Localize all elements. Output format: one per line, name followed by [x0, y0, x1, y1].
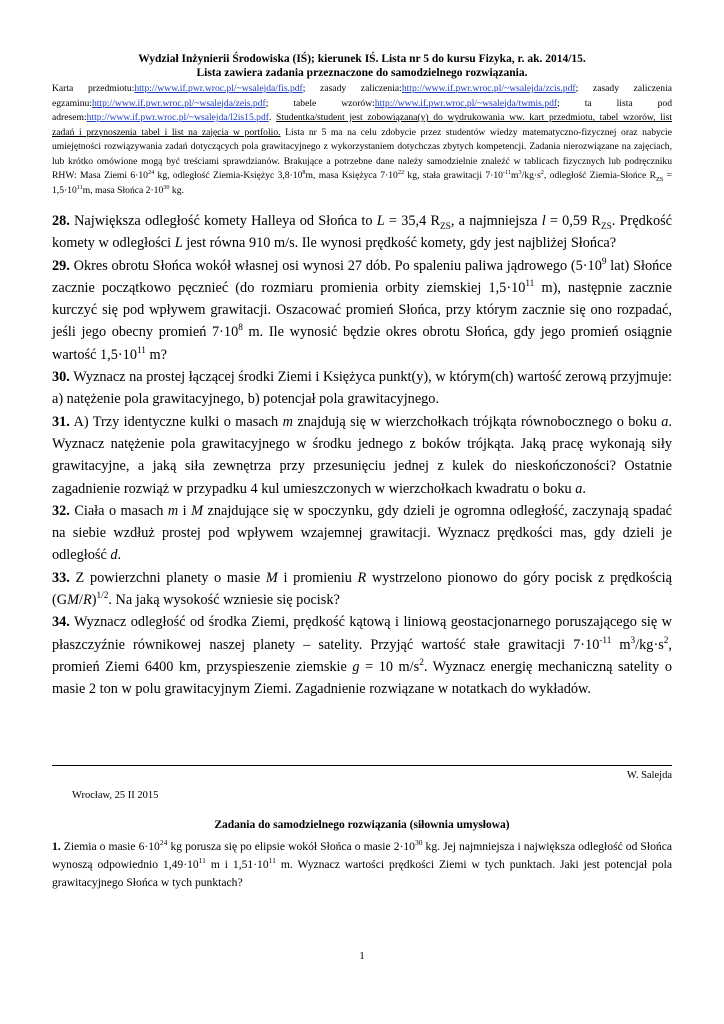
section-title: Zadania do samodzielnego rozwiązania (siłownia umysłowa) [214, 819, 510, 831]
task-30: 30. Wyznacz na prostej łączącej środki Ziemi i Księżyca punkt(y), w którym(ch) wartość zerową przyjmuje: a) natężenie pola grawitacyjnego, b) potencjał pola grawitacyjnego. [52, 369, 672, 408]
link-tabele-wzorow[interactable]: http://www.if.pwr.wroc.pl/~wsalejda/twmis.pdf [374, 97, 558, 109]
header-line-2: Lista zawiera zadania przeznaczone do samodzielnego rozwiązania. [196, 67, 528, 79]
date-place: Wrocław, 25 II 2015 [72, 790, 159, 801]
author-signature: W. Salejda [626, 770, 672, 781]
link-lista[interactable]: http://www.if.pwr.wroc.pl/~wsalejda/l2is15.pdf [86, 112, 269, 123]
separator-line [52, 765, 672, 766]
task-29: 29. Okres obrotu Słońca wokół własnej osi wynosi 27 dób. Po spaleniu paliwa jądrowego ($5\cdot 10^9$ lat) Słońce zacznie początkowo pęcznieć (do rozmiaru promienia orbity ziemskiej $1,5\cdot 10^{11}$ m), następnie zacznie kurczyć się pod wpływem grawitacji. Oszacować promień Słońca, przy którym zacznie się ono rozpadać, jeśli jego obecny promień $7\cdot 10^8$ m. Ile wynosić będzie okres obrotu Słońca, gdy jego promień osiągnie wartość $1,5\cdot 10^{11}$ m? [52, 256, 673, 363]
link-zasady-zaliczenia[interactable]: http://www.if.pwr.wroc.pl/~wsalejda/zcis.pdf [401, 83, 576, 94]
task-33: 33. Z powierzchni planety o masie M i promieniu R wystrzelono pionowo do góry pocisk z prędkością $(GM/R)^{1/2}$. Na jaką wysokość wzniesie się pocisk? [52, 569, 672, 609]
extra-task-1: 1. Ziemia o masie $6\cdot 10^{24}$ kg porusza się po elipsie wokół Słońca o masie $2\cdot 10^{30}$ kg. Jej najmniejsza i największa odległość od Słońca wynoszą odpowiednio $1,49\cdot 10^{11}$ m i $1,51\cdot 10^{11}$ m. Wyznacz wartości prędkości Ziemi w tych punktach. Jaki jest potencjał pola grawitacyjnego Słońca w tych punktach? [52, 838, 672, 889]
task-32: 32. Ciała o masach m i M znajdujące się w spoczynku, gdy dzieli je ogromna odległość, zaczynają spadać na siebie wzdłuż prostej pod wpływem wzajemnej grawitacji. Wyznacz prędkości mas, gdy dzieli je odległość d. [52, 502, 673, 564]
link-zasady-egzaminu[interactable]: http://www.if.pwr.wroc.pl/~wsalejda/zeis.pdf [91, 97, 266, 109]
task-34: 34. Wyznacz odległość od środka Ziemi, prędkość kątową i liniową geostacjonarnego poruszającego się w płaszczyźnie równikowej naszej planety – satelity. Przyjąć wartość stałe grawitacji $7\cdot 10^{-11}$ $m^3/kg\cdot s^2$, promień Ziemi 6400 km, przyspieszenie ziemskie g = 10 $m/s^2$. Wyznacz energię mechaniczną satelity o masie 2 ton w polu grawitacyjnym Ziemi. Zagadnienie rozwiązane w notatkach do wykładów. [52, 614, 672, 698]
link-karta-przedmiotu[interactable]: http://www.if.pwr.wroc.pl/~wsalejda/fis.pdf [134, 83, 303, 94]
intro-paragraph: Karta przedmiotu:http://www.if.pwr.wroc.pl/~wsalejda/fis.pdf; zasady zaliczenia:http://www.if.pwr.wroc.pl/~wsalejda/zcis.pdf; zasady zaliczenia egzaminu:http://www.if.pwr.wroc.pl/~wsalejda/zeis.pdf; tabele wzorów:http://www.if.pwr.wroc.pl/~wsalejda/twmis.pdf; ta lista pod adresem:http://www.if.pwr.wroc.pl/~wsalejda/l2is15.pdf. Studentka/student jest zobowiązana(y) do wydrukowania ww. kart przedmiotu, tabel wzorów, list zadań i przynoszenia tabel i list na zajęcia w portfolio. Lista nr 5 ma na celu zdobycie przez studentów wiedzy matematyczno-fizycznej oraz nabycie umiejętności rozwiązywania zadań dotyczących pola grawitacyjnego z wykorzystaniem dotychczas zbytych kompetencji. Zadania nierozwiązane na zajęciach, lub krótko omówione mogą być treściami sprawdzianów. Brakujące a potrzebne dane należy samodzielnie znaleźć w tablicach fizycznych lub podręczniku RHW: Masa Ziemi $6\cdot 10^{24}$ kg, odległość Ziemia-Księżyc $3,8\cdot 10^8m$, masa Księżyca $7\cdot 10^{22}$ kg, stała grawitacji $7\cdot 10^{-11}m^3/kg\cdot s^2$, odległość Ziemia-Słońce $R_{ZS} = 1,5\cdot 10^{11}m$, masa Słońca $2\cdot 10^{30}$ kg. [52, 83, 672, 196]
task-list [52, 210, 672, 701]
page-number: 1 [359, 950, 365, 962]
header-line-1: Wydział Inżynierii Środowiska (IŚ); kierunek IŚ. Lista nr 5 do kursu Fizyka, r. ak. 2014/15. [138, 53, 586, 65]
obligation-note: Studentka/student jest zobowiązana(y) do wydrukowania ww. kart przedmiotu, tabel wzorów, list zadań i przynoszenia tabel i list na zajęcia w portfolio. [52, 112, 672, 138]
task-31: 31. A) Trzy identyczne kulki o masach m znajdują się w wierzchołkach trójkąta równobocznego o boku a. Wyznacz natężenie pola grawitacyjnego w środku jednego z boków trójkąta. Jaką pracę wykonają siły grawitacyjne, a jaką siła zewnętrza przy przesunięciu jednej z kulek do nieskończoności? Ostatnie zagadnienie rozwiąż w przypadku 4 kul umieszczonych w wierzchołkach kwadratu o boku a. [52, 413, 672, 497]
task-28: 28. Największa odległość komety Halleya od Słońca to L = 35,4 $R_{ZS}$, a najmniejsza l = 0,59 $R_{ZS}$. Prędkość komety w odległości L jest równa 910 m/s. Ile wynosi prędkość komety, gdy jest najbliżej Słońca? [52, 213, 673, 252]
